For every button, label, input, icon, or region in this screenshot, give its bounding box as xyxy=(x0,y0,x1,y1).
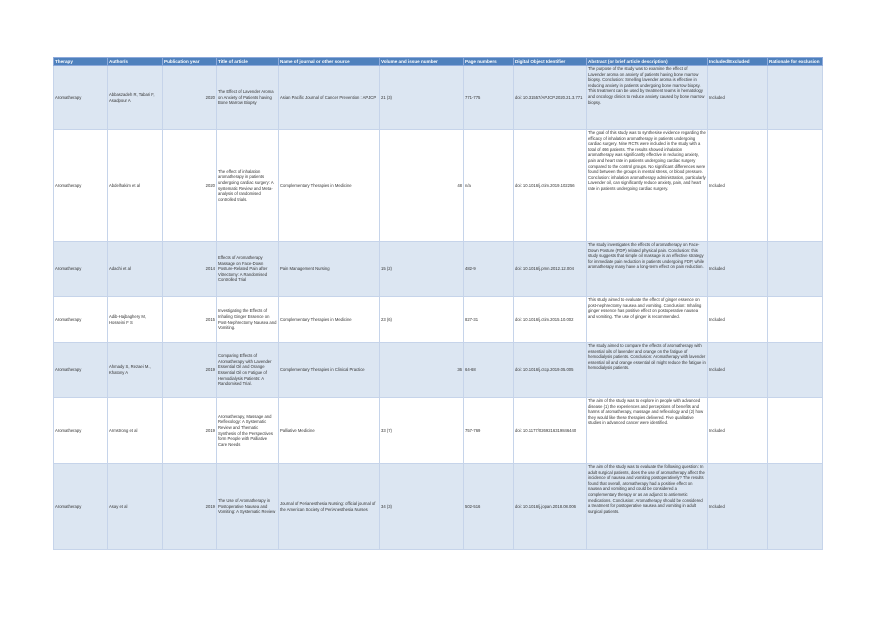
cell-pages: 757-769 xyxy=(464,398,514,464)
cell-year: 2019 xyxy=(163,464,217,550)
cell-volume: 36 xyxy=(380,343,464,398)
cell-included: Included xyxy=(708,297,768,343)
cell-abstract: The purpose of the study was to examine the effect of Lavender aroma on anxiety of patients having bone marrow biopsy. Conclusion: Smelling lavender aroma is effective in reducing anxiety in patients undergoing bone marrow biopsy. This treatment can be used by treatment teams in hematology and oncology clinics to reduce anxiety caused by bone marrow biopsy. xyxy=(587,66,708,130)
cell-pages: n/a xyxy=(464,130,514,242)
cell-pages: 771-775 xyxy=(464,66,514,130)
cell-abstract: This study aimed to evaluate the effect of ginger essence on post-nephrectomy nausea and vomiting. Conclusion: Inhaling ginger essence has positive effect on postoperative nausea and vomiting. The use of ginger is recommended. xyxy=(587,297,708,343)
cell-abstract: The study investigates the effects of aromatherapy on Face-Down Posture (FDP) related physical pain. Conclusion: this study suggests that simple oil massage is an effective strategy for immediate pain reduction in patients undergoing FDP, while aromatherapy many have a long-term effect on pain reduction. xyxy=(587,242,708,297)
cell-doi: doi: 10.1016/j.jopan.2018.08.006 xyxy=(514,464,587,550)
cell-included: Included xyxy=(708,242,768,297)
cell-included: Included xyxy=(708,130,768,242)
header-authors: Author/s xyxy=(108,58,163,66)
header-journal: Name of journal or other source xyxy=(279,58,380,66)
header-row xyxy=(54,58,823,66)
cell-pages: 827-31 xyxy=(464,297,514,343)
cell-included: Included xyxy=(708,66,768,130)
cell-rationale xyxy=(768,66,823,130)
cell-journal: Complementary Therapies in Medicine xyxy=(279,130,380,242)
cell-title: The Effect of Lavender Aroma on Anxiety of Patients having Bone Marrow Biopsy xyxy=(217,66,279,130)
cell-year: 2014 xyxy=(163,242,217,297)
cell-title: The effect of inhalation aromatherapy in patients undergoing cardiac surgery: A systematic Review and Meta-analysis of randomised controlled trials. xyxy=(217,130,279,242)
cell-title: The Use of Aromatherapy in Postoperative Nausea and Vomiting: A Systematic Review xyxy=(217,464,279,550)
cell-doi: doi: 10.1016/j.pmn.2012.12.004 xyxy=(514,242,587,297)
cell-journal: Palliative Medicine xyxy=(279,398,380,464)
cell-pages: 64-68 xyxy=(464,343,514,398)
cell-author: Abdelhakim et al xyxy=(108,130,163,242)
literature-review-table xyxy=(53,57,823,550)
cell-journal: Pain Management Nursing xyxy=(279,242,380,297)
cell-volume: 15 (2) xyxy=(380,242,464,297)
cell-year: 2020 xyxy=(163,130,217,242)
table-row xyxy=(54,130,823,242)
cell-pages: 482-9 xyxy=(464,242,514,297)
header-volume: Volume and issue number xyxy=(380,58,464,66)
cell-year: 2020 xyxy=(163,66,217,130)
cell-therapy: Aromatherapy xyxy=(54,398,108,464)
cell-included: Included xyxy=(708,343,768,398)
cell-volume: 33 (7) xyxy=(380,398,464,464)
cell-author: Adib-Hajbaghery M, Hosseini F S xyxy=(108,297,163,343)
cell-therapy: Aromatherapy xyxy=(54,464,108,550)
cell-rationale xyxy=(768,398,823,464)
header-pages: Page numbers xyxy=(464,58,514,66)
table-row xyxy=(54,242,823,297)
cell-pages: 502-516 xyxy=(464,464,514,550)
table-row xyxy=(54,66,823,130)
cell-rationale xyxy=(768,242,823,297)
cell-included: Included xyxy=(708,398,768,464)
cell-volume: 34 (3) xyxy=(380,464,464,550)
header-year: Publication year xyxy=(163,58,217,66)
cell-volume: 23 (6) xyxy=(380,297,464,343)
cell-therapy: Aromatherapy xyxy=(54,242,108,297)
header-therapy: Therapy xyxy=(54,58,108,66)
cell-year: 2015 xyxy=(163,297,217,343)
header-title: Title of article xyxy=(217,58,279,66)
cell-rationale xyxy=(768,343,823,398)
cell-volume: 21 (3) xyxy=(380,66,464,130)
header-included: Included/Excluded xyxy=(708,58,768,66)
cell-abstract: The goal of this study was to synthesise evidence regarding the efficacy of inhalation aromatherapy in patients undergoing cardiac surgery. Nine RCTs were included in the study with a total of 466 patients. The results showed inhalation aromatherapy was significantly effective in reducing anxiety, pain and heart rate in patients undergoing cardiac surgery compared to the control groups. No significant differences were found between the groups in mental stress, or blood pressure. Conclusion: inhalation aromatherapy administration, particularly Lavender oil, can significantly reduce anxiety, pain, and heart rate in patients undergoing cardiac surgery. xyxy=(587,130,708,242)
cell-abstract: The study aimed to compare the effects of aromatherapy with essential oils of lavender and orange on the fatigue of hemodialysis patients. Conclusion: Aromatherapy with lavender essential oil and orange essential oil might reduce the fatigue in hemodialysis patients. xyxy=(587,343,708,398)
header-abstract: Abstract (or brief article description) xyxy=(587,58,708,66)
cell-rationale xyxy=(768,464,823,550)
cell-doi: doi: 10.31557/APJCP.2020.21.3.771 xyxy=(514,66,587,130)
header-doi: Digital Object Identifier xyxy=(514,58,587,66)
cell-author: Ahmady S, Rezaei M., Khatony A xyxy=(108,343,163,398)
cell-author: Abbaszadeh R, Tabari F, Asadpour A xyxy=(108,66,163,130)
cell-doi: doi: 10.1016/j.ctcp.2019.05.005 xyxy=(514,343,587,398)
cell-abstract: The aim of the study was to explore in people with advanced disease (1) the experiences and perceptions of benefits and harms of aromatherapy, massage and reflexology and (2) how they would like these therapies delivered. Five qualitative studies in advanced cancer were identified. xyxy=(587,398,708,464)
cell-included: Included xyxy=(708,464,768,550)
table-row xyxy=(54,464,823,550)
cell-rationale xyxy=(768,297,823,343)
cell-author: Asay et al xyxy=(108,464,163,550)
cell-title: Investigating the Effects of Inhaling Ginger Essence on Post-Nephrectomy Nausea and Vomiting. xyxy=(217,297,279,343)
cell-author: Adachi et al xyxy=(108,242,163,297)
cell-journal: Complementary Therapies in Clinical Practice xyxy=(279,343,380,398)
cell-journal: Asian Pacific Journal of Cancer Prevention : APJCP xyxy=(279,66,380,130)
cell-journal: Journal of Perianesthesia Nursing: official journal of the American Society of PeriAnesthesia Nurses xyxy=(279,464,380,550)
cell-title: Aromatherapy, Massage and Reflexology: A Systematic Review and Thematic Synthesis of the Perspectives form People with Palliative Care Needs xyxy=(217,398,279,464)
cell-therapy: Aromatherapy xyxy=(54,297,108,343)
table-row xyxy=(54,297,823,343)
cell-therapy: Aromatherapy xyxy=(54,130,108,242)
cell-title: Comparing Effects of Aromatherapy with Lavender Essential Oil and Orange Essential Oil on Fatigue of Hemodialysis Patients: A Randomised Trial. xyxy=(217,343,279,398)
cell-journal: Complementary Therapies in Medicine xyxy=(279,297,380,343)
header-rationale: Rationale for exclusion xyxy=(768,58,823,66)
cell-title: Effects of Aromatherapy Massage on Face-Down Posture-Related Pain after Vitrectomy: A Randomised Controlled Trial xyxy=(217,242,279,297)
cell-rationale xyxy=(768,130,823,242)
cell-year: 2019 xyxy=(163,343,217,398)
cell-abstract: The aim of the study was to evaluate the following question: In adult surgical patients, does the use of aromatherapy affect the incidence of nausea and vomiting postoperatively? The results found that overall, aromatherapy had a positive effect on nausea and vomiting and could be considered a complementary therapy or as an adjunct to antiemetic medications. Conclusion: Aromatherapy should be considered a treatment for postoperative nausea and vomiting in adult surgical patients. xyxy=(587,464,708,550)
cell-doi: doi: 10.1177/0269216319846440 xyxy=(514,398,587,464)
cell-doi: doi: 10.1016/j.ctim.2019.102256 xyxy=(514,130,587,242)
table-row xyxy=(54,398,823,464)
cell-volume: 48 xyxy=(380,130,464,242)
cell-author: Armstrong et al xyxy=(108,398,163,464)
cell-therapy: Aromatherapy xyxy=(54,343,108,398)
table-row xyxy=(54,343,823,398)
cell-doi: doi: 10.1016/j.ctim.2015.10.002 xyxy=(514,297,587,343)
cell-year: 2019 xyxy=(163,398,217,464)
cell-therapy: Aromatherapy xyxy=(54,66,108,130)
